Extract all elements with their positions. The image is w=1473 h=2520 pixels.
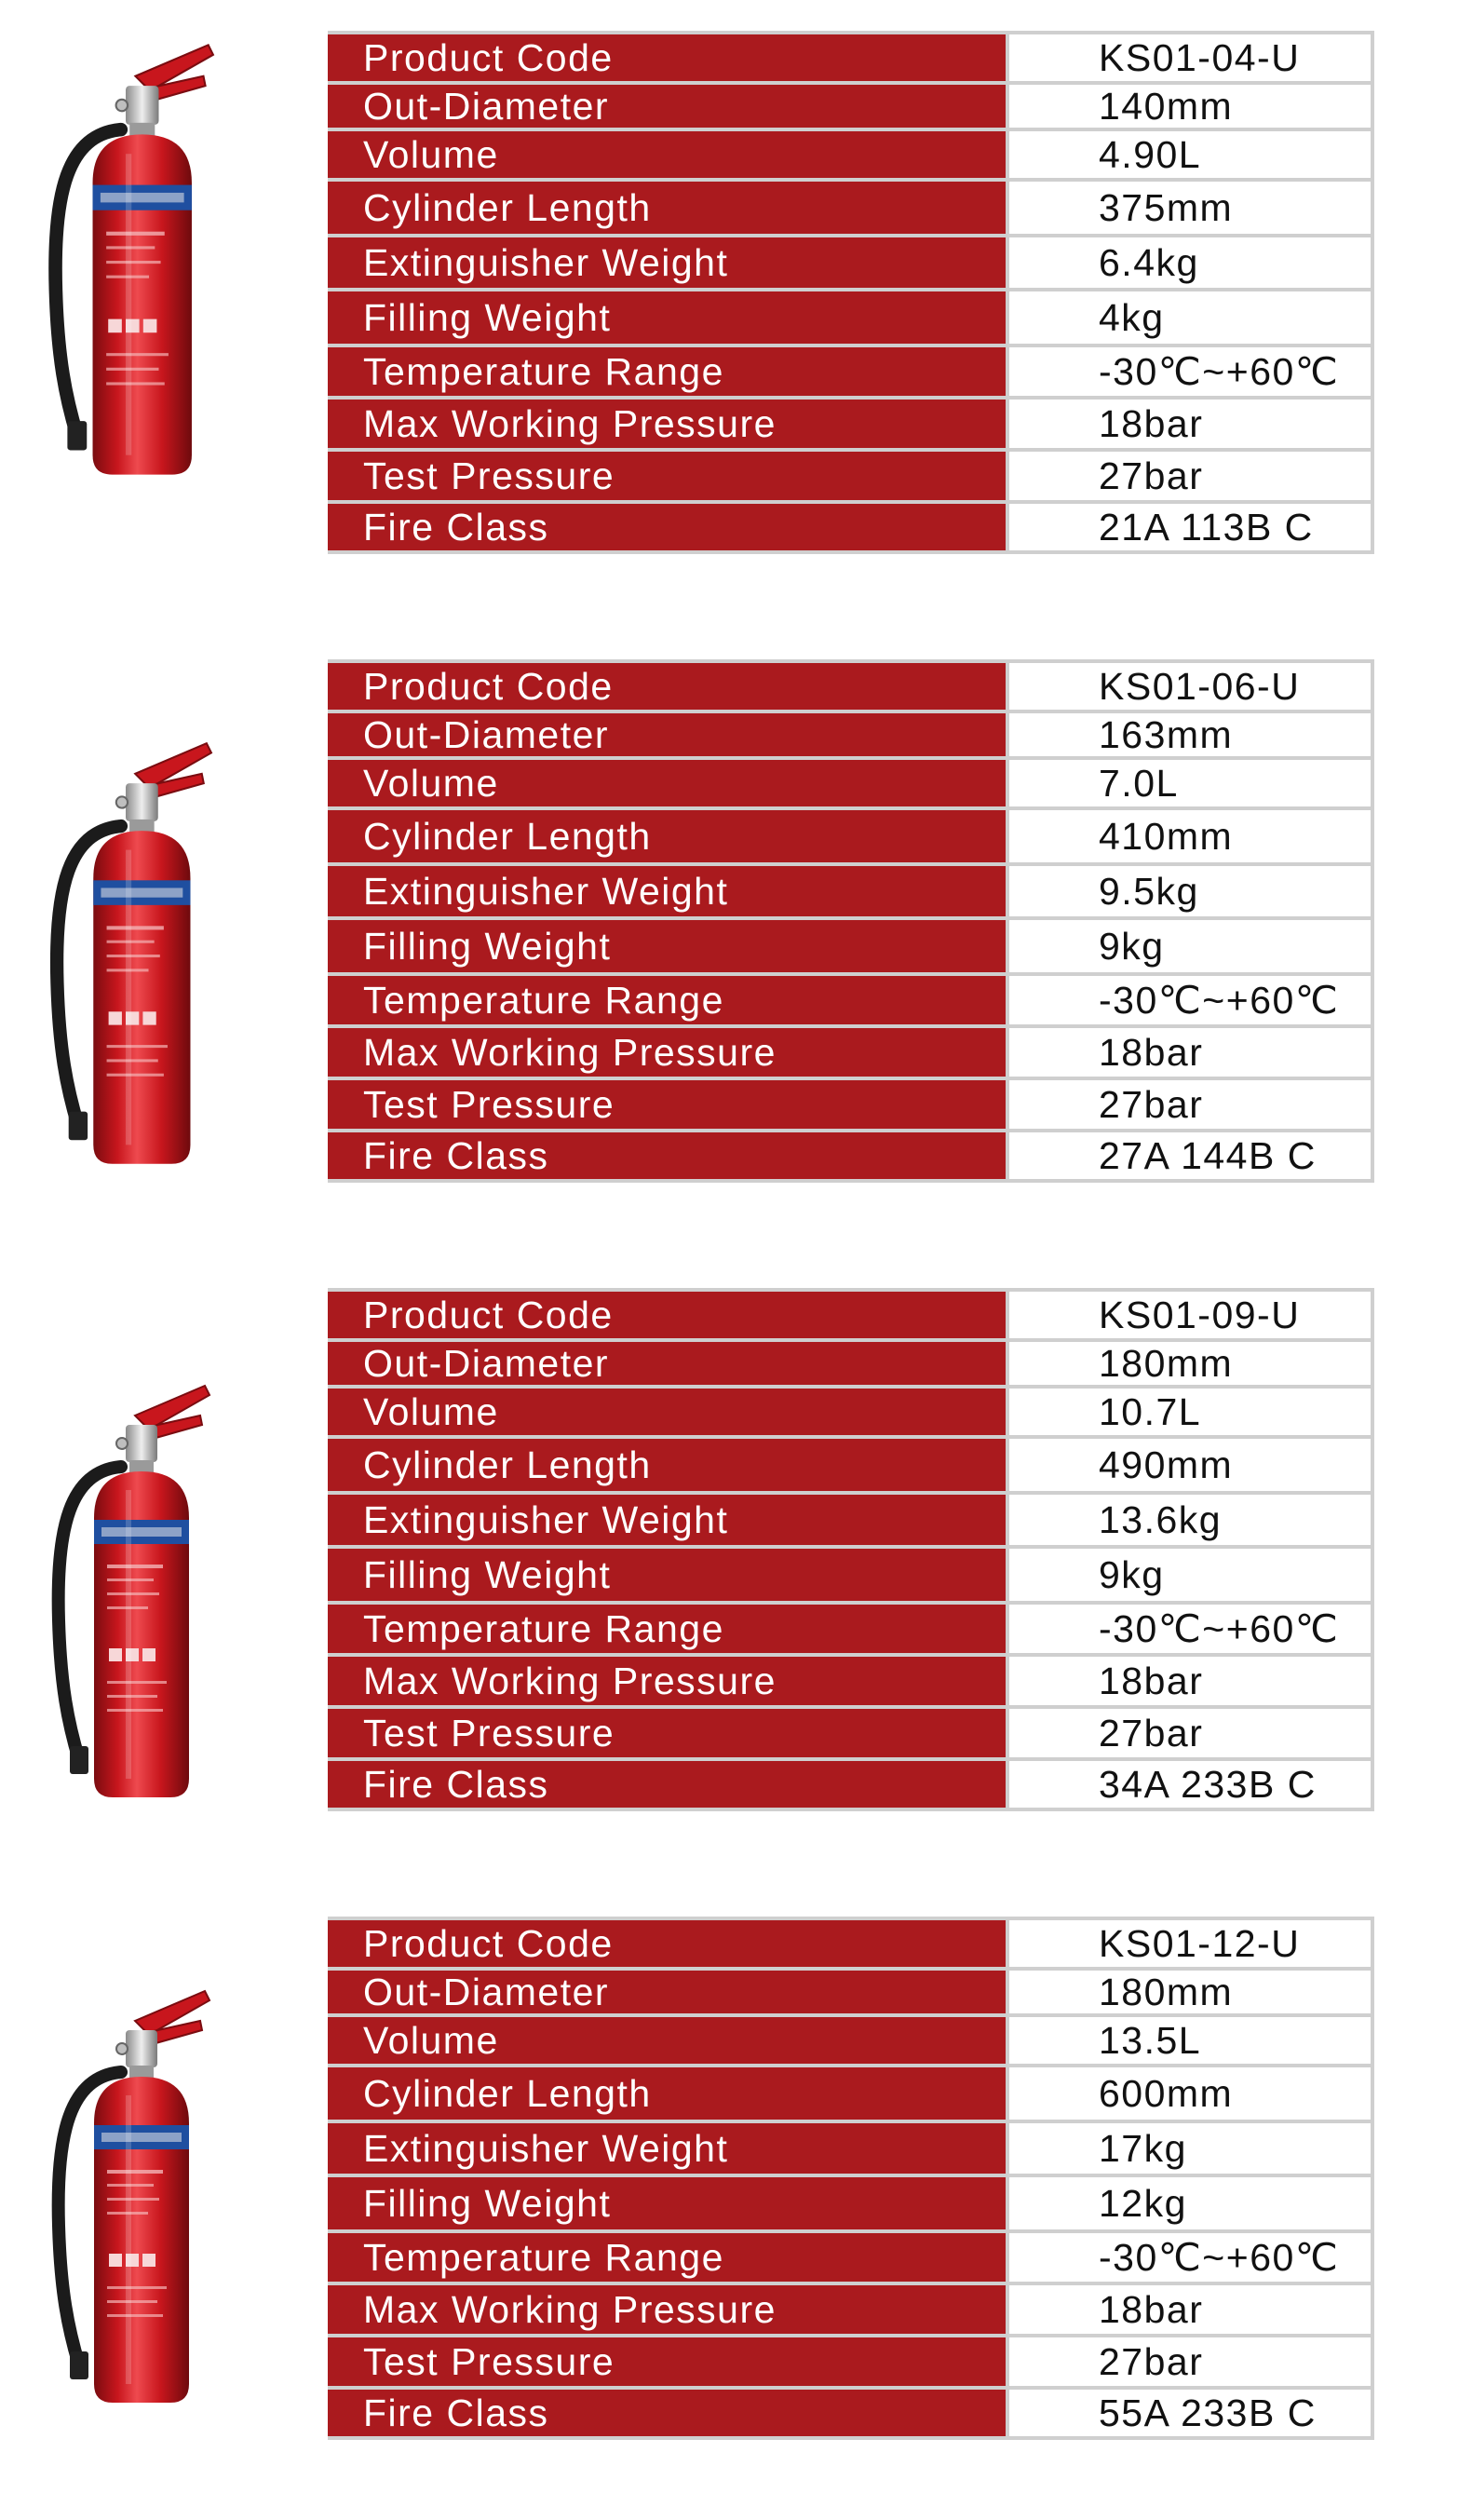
table-row (328, 2175, 1372, 2231)
spec-table (328, 659, 1374, 1183)
table-row (328, 2283, 1372, 2336)
spec-label: Out-Diameter (328, 1340, 1007, 1387)
spec-label: Out-Diameter (328, 1969, 1007, 2015)
spec-value: KS01-09-U (1007, 1290, 1372, 1340)
spec-value: 9kg (1007, 918, 1372, 974)
table-row (328, 974, 1372, 1026)
spec-label: Cylinder Length (328, 2066, 1007, 2121)
table-row (328, 1493, 1372, 1547)
spec-label: Out-Diameter (328, 83, 1007, 129)
spec-label: Out-Diameter (328, 711, 1007, 758)
spec-value: 4.90L (1007, 129, 1372, 180)
spec-value: KS01-04-U (1007, 33, 1372, 83)
spec-value: 180mm (1007, 1969, 1372, 2015)
spec-value: -30℃~+60℃ (1007, 345, 1372, 398)
spec-value: 18bar (1007, 2283, 1372, 2336)
table-row (328, 345, 1372, 398)
table-row (328, 129, 1372, 180)
table-row (328, 236, 1372, 290)
extinguisher-drawing (23, 1378, 228, 1807)
product-section (0, 1917, 1473, 2457)
table-row (328, 808, 1372, 864)
spec-label: Extinguisher Weight (328, 236, 1007, 290)
table-row (328, 711, 1372, 758)
spec-label: Test Pressure (328, 1707, 1007, 1759)
spec-value: KS01-06-U (1007, 661, 1372, 711)
table-row (328, 502, 1372, 552)
product-section (0, 659, 1473, 1199)
table-row (328, 1707, 1372, 1759)
product-section (0, 31, 1473, 571)
spec-label: Extinguisher Weight (328, 864, 1007, 918)
spec-label: Temperature Range (328, 2231, 1007, 2283)
spec-value: 12kg (1007, 2175, 1372, 2231)
spec-table (328, 1917, 1374, 2440)
powder-fire-extinguisher-icon (23, 37, 228, 484)
spec-label: Filling Weight (328, 290, 1007, 345)
table-row (328, 2121, 1372, 2175)
spec-label: Max Working Pressure (328, 398, 1007, 450)
table-row (328, 758, 1372, 808)
extinguisher-drawing (23, 37, 228, 484)
spec-label: Filling Weight (328, 2175, 1007, 2231)
spec-label: Product Code (328, 33, 1007, 83)
spec-label: Cylinder Length (328, 180, 1007, 236)
spec-label: Extinguisher Weight (328, 1493, 1007, 1547)
table-row (328, 1547, 1372, 1603)
spec-value: 490mm (1007, 1437, 1372, 1493)
spec-label: Test Pressure (328, 450, 1007, 502)
spec-value: 410mm (1007, 808, 1372, 864)
spec-value: 55A 233B C (1007, 2388, 1372, 2438)
spec-value: 34A 233B C (1007, 1759, 1372, 1809)
extinguisher-drawing (23, 736, 228, 1173)
spec-label: Product Code (328, 1290, 1007, 1340)
spec-label: Max Working Pressure (328, 1655, 1007, 1707)
spec-label: Volume (328, 2015, 1007, 2066)
spec-label: Fire Class (328, 1131, 1007, 1181)
spec-value: 180mm (1007, 1340, 1372, 1387)
spec-label: Cylinder Length (328, 808, 1007, 864)
table-row (328, 1387, 1372, 1437)
table-row (328, 1131, 1372, 1181)
table-row (328, 450, 1372, 502)
spec-value: 27bar (1007, 2336, 1372, 2388)
spec-value: 140mm (1007, 83, 1372, 129)
spec-label: Filling Weight (328, 1547, 1007, 1603)
spec-value: 6.4kg (1007, 236, 1372, 290)
spec-value: 4kg (1007, 290, 1372, 345)
spec-label: Temperature Range (328, 1603, 1007, 1655)
spec-value: 27A 144B C (1007, 1131, 1372, 1181)
spec-label: Temperature Range (328, 345, 1007, 398)
spec-value: -30℃~+60℃ (1007, 1603, 1372, 1655)
spec-label: Test Pressure (328, 1078, 1007, 1131)
table-row (328, 918, 1372, 974)
spec-value: 27bar (1007, 1078, 1372, 1131)
spec-value: 600mm (1007, 2066, 1372, 2121)
spec-value: 27bar (1007, 1707, 1372, 1759)
table-row (328, 2336, 1372, 2388)
spec-value: -30℃~+60℃ (1007, 974, 1372, 1026)
spec-label: Volume (328, 758, 1007, 808)
table-row (328, 1437, 1372, 1493)
spec-label: Filling Weight (328, 918, 1007, 974)
spec-label: Test Pressure (328, 2336, 1007, 2388)
powder-fire-extinguisher-icon (23, 1378, 228, 1807)
spec-value: KS01-12-U (1007, 1918, 1372, 1969)
table-row (328, 2066, 1372, 2121)
spec-value: 18bar (1007, 1655, 1372, 1707)
spec-label: Fire Class (328, 502, 1007, 552)
spec-label: Extinguisher Weight (328, 2121, 1007, 2175)
spec-table (328, 31, 1374, 554)
spec-value: 7.0L (1007, 758, 1372, 808)
spec-label: Volume (328, 1387, 1007, 1437)
spec-label: Product Code (328, 661, 1007, 711)
table-row (328, 1969, 1372, 2015)
spec-value: 375mm (1007, 180, 1372, 236)
table-row (328, 2015, 1372, 2066)
spec-table (328, 1288, 1374, 1811)
spec-value: 21A 113B C (1007, 502, 1372, 552)
spec-value: 18bar (1007, 398, 1372, 450)
spec-label: Fire Class (328, 2388, 1007, 2438)
spec-label: Volume (328, 129, 1007, 180)
table-row (328, 83, 1372, 129)
spec-label: Max Working Pressure (328, 1026, 1007, 1078)
table-row (328, 1759, 1372, 1809)
table-row (328, 2231, 1372, 2283)
spec-label: Fire Class (328, 1759, 1007, 1809)
spec-label: Max Working Pressure (328, 2283, 1007, 2336)
spec-label: Cylinder Length (328, 1437, 1007, 1493)
table-row (328, 1655, 1372, 1707)
spec-value: 17kg (1007, 2121, 1372, 2175)
table-row (328, 661, 1372, 711)
table-row (328, 180, 1372, 236)
powder-fire-extinguisher-icon (23, 1984, 228, 2412)
spec-value: 18bar (1007, 1026, 1372, 1078)
table-row (328, 290, 1372, 345)
spec-value: 10.7L (1007, 1387, 1372, 1437)
table-row (328, 864, 1372, 918)
spec-value: 13.6kg (1007, 1493, 1372, 1547)
table-row (328, 1290, 1372, 1340)
powder-fire-extinguisher-icon (23, 736, 228, 1173)
table-row (328, 33, 1372, 83)
spec-value: 9kg (1007, 1547, 1372, 1603)
spec-value: 9.5kg (1007, 864, 1372, 918)
table-row (328, 1603, 1372, 1655)
table-row (328, 398, 1372, 450)
spec-value: 27bar (1007, 450, 1372, 502)
spec-value: -30℃~+60℃ (1007, 2231, 1372, 2283)
table-row (328, 1340, 1372, 1387)
table-row (328, 1026, 1372, 1078)
spec-value: 163mm (1007, 711, 1372, 758)
product-section (0, 1288, 1473, 1828)
spec-value: 13.5L (1007, 2015, 1372, 2066)
spec-label: Product Code (328, 1918, 1007, 1969)
extinguisher-drawing (23, 1984, 228, 2412)
table-row (328, 1918, 1372, 1969)
table-row (328, 1078, 1372, 1131)
table-row (328, 2388, 1372, 2438)
spec-label: Temperature Range (328, 974, 1007, 1026)
